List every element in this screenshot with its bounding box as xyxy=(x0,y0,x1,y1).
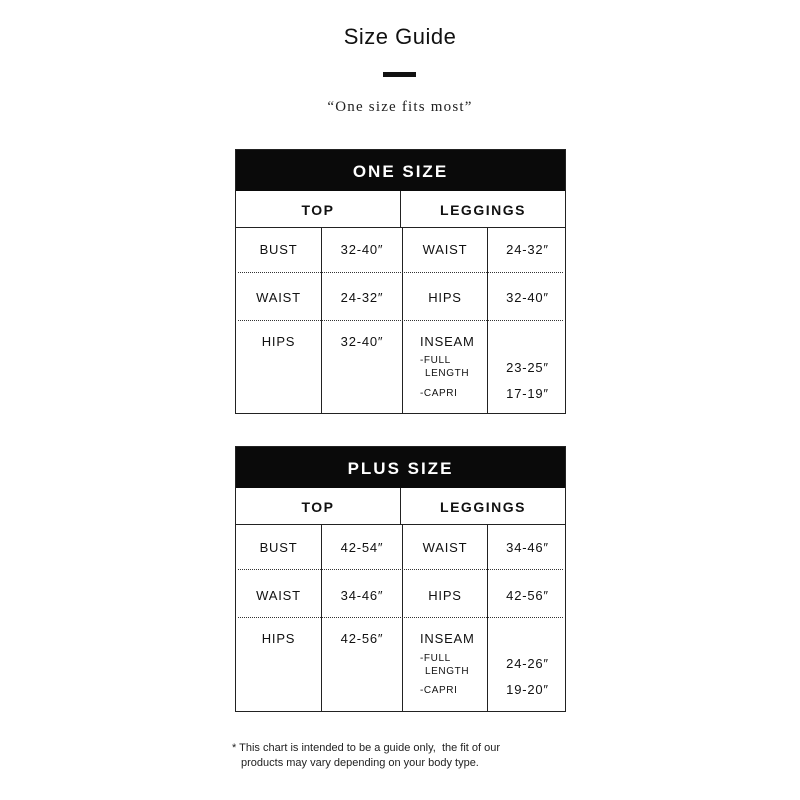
inseam-capri-label: -CAPRI xyxy=(420,388,458,399)
leggings-category: LEGGINGS xyxy=(400,488,565,524)
inseam-full-label-line2: LENGTH xyxy=(425,666,470,677)
footnote-line1: * This chart is intended to be a guide only, the fit of our xyxy=(232,742,501,754)
inseam-label: INSEAM xyxy=(420,334,475,349)
category-row xyxy=(236,191,565,228)
top-hips-value: 42-56″ xyxy=(340,631,384,646)
top-bust-value: 32-40″ xyxy=(340,242,384,257)
inseam-full-label-line2: LENGTH xyxy=(425,368,470,379)
plus-size-table xyxy=(235,446,566,712)
top-bust-label: BUST xyxy=(259,242,298,257)
top-bust-value: 42-54″ xyxy=(340,540,384,555)
table-header: ONE SIZE xyxy=(236,150,565,191)
inseam-full-label-line1: -FULL xyxy=(420,355,451,366)
inseam-full-label xyxy=(420,652,469,678)
top-waist-value: 24-32″ xyxy=(340,290,384,305)
page-subtitle: “One size fits most” xyxy=(327,99,473,115)
top-waist-label: WAIST xyxy=(256,588,301,603)
title-underline xyxy=(383,72,416,77)
leggings-hips-label: HIPS xyxy=(428,290,462,305)
inseam-full-value: 23-25″ xyxy=(506,360,549,375)
top-hips-label: HIPS xyxy=(261,334,296,349)
leggings-waist-value: 34-46″ xyxy=(506,540,549,555)
category-row xyxy=(236,488,565,525)
one-size-table xyxy=(235,149,566,414)
leggings-hips-value: 32-40″ xyxy=(506,290,549,305)
row-divider xyxy=(238,320,563,321)
inseam-full-value: 24-26″ xyxy=(506,656,549,671)
inseam-full-label-line1: -FULL xyxy=(420,653,451,664)
top-hips-value: 32-40″ xyxy=(340,334,384,349)
table-header: PLUS SIZE xyxy=(236,447,565,488)
top-category: TOP xyxy=(301,202,335,218)
footnote xyxy=(232,741,572,771)
top-waist-value: 34-46″ xyxy=(340,588,384,603)
leggings-hips-label: HIPS xyxy=(428,588,462,603)
leggings-waist-label: WAIST xyxy=(422,540,468,555)
inseam-capri-value: 19-20″ xyxy=(506,682,549,697)
top-waist-label: WAIST xyxy=(256,290,301,305)
leggings-waist-label: WAIST xyxy=(422,242,468,257)
inseam-full-label xyxy=(420,354,469,380)
page-title: Size Guide xyxy=(343,24,457,49)
inseam-capri-value: 17-19″ xyxy=(506,386,549,401)
row-divider xyxy=(238,272,563,273)
footnote-line2: products may vary depending on your body type. xyxy=(241,757,479,769)
leggings-hips-value: 42-56″ xyxy=(506,588,549,603)
leggings-category: LEGGINGS xyxy=(400,191,565,227)
top-bust-label: BUST xyxy=(259,540,298,555)
inseam-capri-label: -CAPRI xyxy=(420,685,458,696)
row-divider xyxy=(238,617,563,618)
top-category: TOP xyxy=(301,499,335,515)
row-divider xyxy=(238,569,563,570)
leggings-waist-value: 24-32″ xyxy=(506,242,549,257)
inseam-label: INSEAM xyxy=(420,631,475,646)
top-hips-label: HIPS xyxy=(261,631,296,646)
